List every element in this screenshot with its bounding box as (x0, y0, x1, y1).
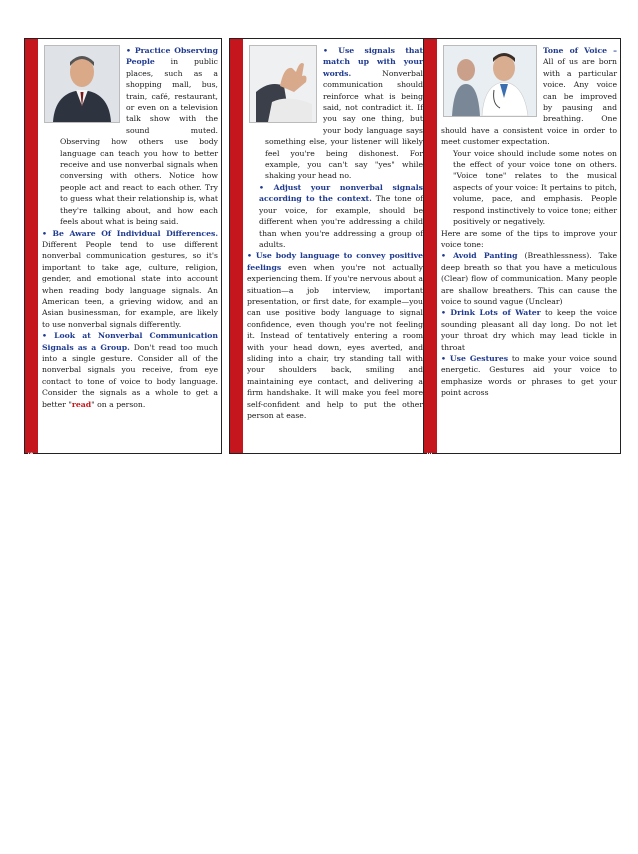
panel-tone-of-voice (423, 38, 621, 658)
match-heading: • Use signals that match up with your words. (323, 46, 423, 78)
gesture-photo (249, 45, 317, 123)
panel-content (42, 45, 218, 451)
read-word: read (71, 399, 92, 409)
panel-content (247, 45, 423, 451)
businessman-photo (44, 45, 120, 123)
doctor-photo (443, 45, 537, 117)
practice-text: in public places, such as a shopping mall, bus, train, café, restaurant, or even on a television talk show with the sound muted. Observing how others use body language can teach you how to better receive and use nonverbal signals when conversing with others. Notice how people act and react to each other. Try to guess what their relationship is, what they're talking about, and how each feels about what is being said. (60, 57, 218, 227)
adjust-text: The tone of your voice, for example, should be different when you're addressing a child than when you're addressing a group of adults. (259, 194, 424, 249)
positive-heading: • Use body language to convey positive feelings (247, 251, 423, 272)
tone-text: All of us are born with a particular voice. Any voice can be improved by pausing and breathing. One should have a consistent voice in order to meet customer expectation. (441, 57, 617, 147)
voice-notes-text: Your voice should include some notes on the effect of your voice tone on others. "Voice tone" relates to the musical aspects of your voice: It pertains to pitch, volume, pace, and emphasis. People respond instinctively to voice tone; either positively or negatively. (453, 148, 617, 227)
water-text: to keep the voice sounding pleasant all day long. Do not let your throat dry which may lead tickle in throat (441, 308, 617, 352)
group-text-a: Don't read too much into a single gesture. Consider all of the nonverbal signals you receive, from eye contact to tone of voice to body language. Consider the signals as a whole to get a better " (42, 342, 218, 409)
side-strip (25, 39, 38, 578)
adjust-heading: • Adjust your nonverbal signals according to the context. (259, 182, 423, 204)
gestures-text: to make your voice sound energetic. Gestures aid your voice to emphasize words or phrases to get your point across (441, 353, 617, 398)
panel-deliver-cues (229, 38, 427, 596)
group-text-b: " on a person. (91, 399, 146, 409)
panel-content (441, 45, 617, 451)
panting-heading: • Avoid Panting (441, 251, 518, 261)
water-heading: • Drink Lots of Water (441, 308, 541, 318)
side-strip (424, 39, 437, 658)
gestures-heading: • Use Gestures (441, 353, 509, 363)
practice-heading: • Practice Observing People (126, 46, 218, 67)
differences-heading: • Be Aware Of Individual Differences. (42, 228, 218, 238)
tone-heading: Tone of Voice – (543, 46, 617, 55)
strip-title: TIPS TO DELIVER NON-VERBAL CUES (232, 458, 240, 596)
panel-read-cues (24, 38, 222, 578)
differences-text: Different People tend to use different nonverbal communication gestures, so it's important to take age, culture, religion, gender, and emotional state into account when reading body language signals. An American teen, a grieving widow, and an Asian businessman, for example, are likely to use nonverbal signals differently. (42, 239, 218, 329)
panting-text: (Breathlessness). Take deep breath so that you have a meticulous (Clear) flow of communication. Many people are shallow breathers. This can cause the voice to sound vague (Unclear) (441, 251, 618, 306)
tips-intro: Here are some of the tips to improve your voice tone: (441, 228, 617, 249)
match-text: Nonverbal communication should reinforce what is being said, not contradict it. If you say one thing, but your body language says something else, your listener will likely feel you're being dishonest. For example, you can't say "yes" while shaking your head no. (265, 68, 423, 181)
group-heading: • Look at Nonverbal Communication Signals as a Group. (42, 331, 218, 352)
positive-text: even when you're not actually experiencing them. If you're nervous about a situation—a job interview, important presentation, or first date, for example—you can use positive body language to signal confidence, even though you're not feeling it. Instead of tentatively entering a room with your head down, eyes averted, and sliding into a chair, try standing tall with your shoulders back, smiling and maintaining eye contact, and delivering a firm handshake. It will make you feel more self-confident and help to put the other person at ease. (247, 262, 423, 420)
side-strip (230, 39, 243, 596)
strip-title: TIPS TO READ NON-VERBAL CUES (27, 451, 35, 578)
strip-title: YOUR TONE OF VOICE REFLECTS DOCTORS' RESPONSE (426, 452, 434, 658)
